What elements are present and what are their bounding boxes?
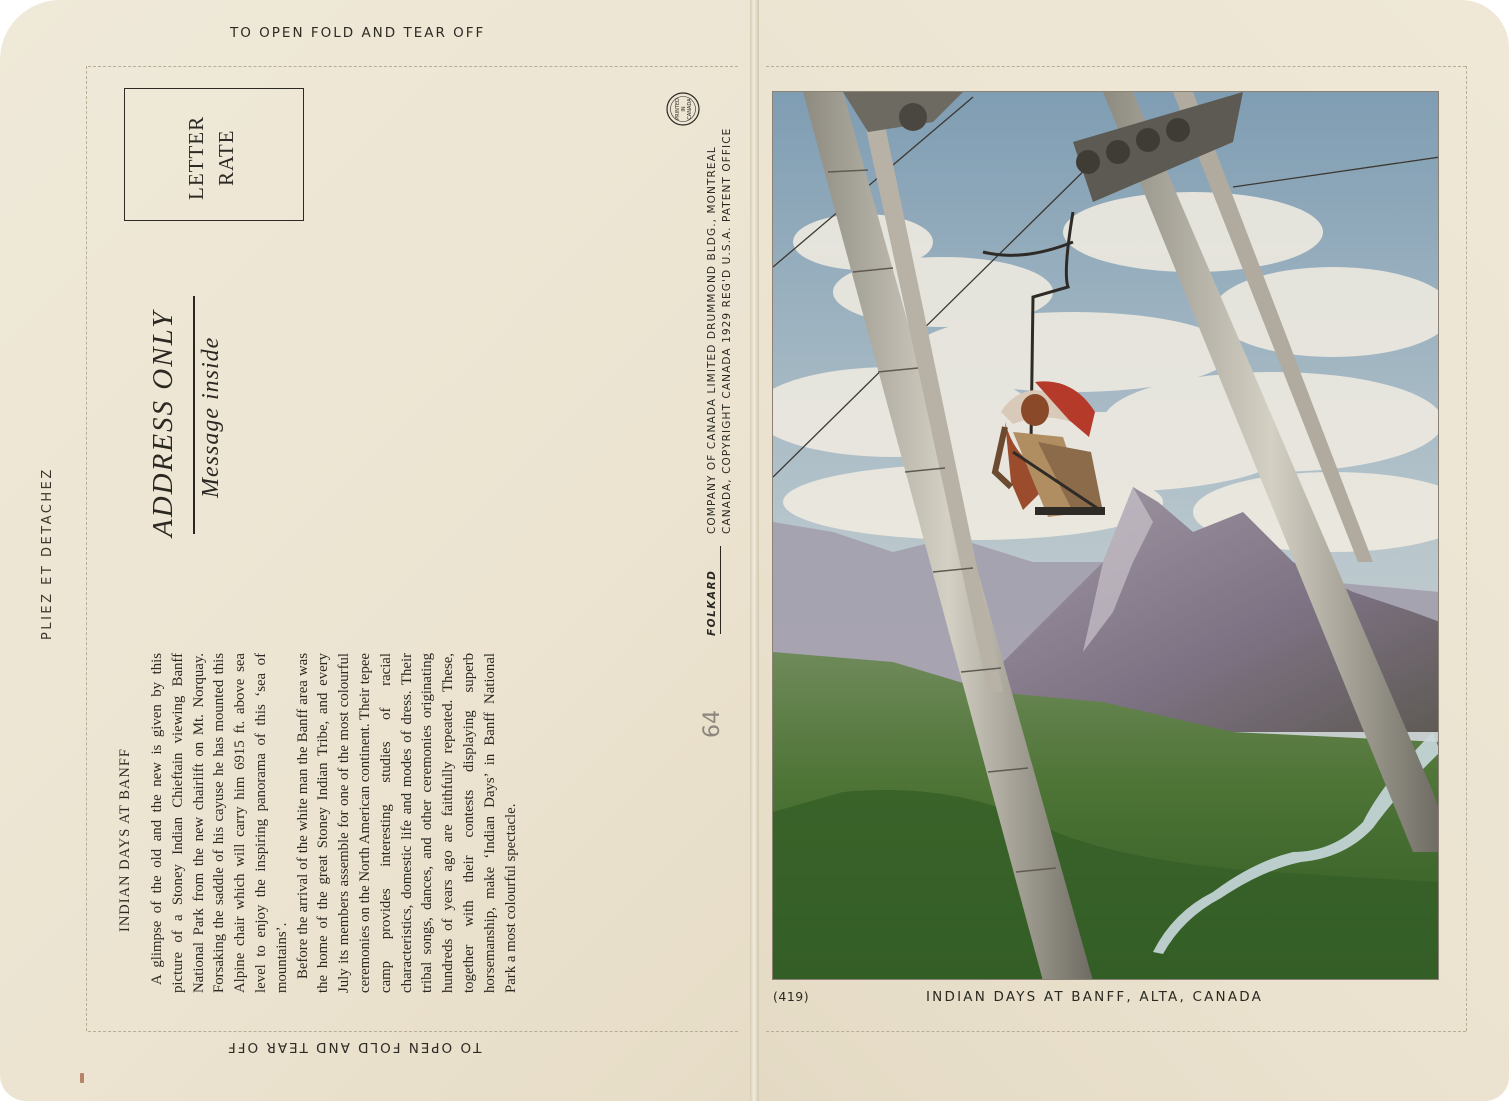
svg-text:PRINTED: PRINTED: [675, 98, 681, 120]
ink-smudge: [78, 1072, 86, 1084]
perforation-line: [766, 1031, 1466, 1032]
svg-text:CANADA: CANADA: [687, 98, 693, 120]
article-title: INDIAN DAYS AT BANFF: [117, 748, 133, 932]
article-paragraph: A glimpse of the old and the new is given by this picture of a Stoney Indian Chieftain viewing Banff National Park from the new chairlift on Mt. Norquay. Forsaking the saddle of his cayuse he has mounted this Alpine chair which will carry him 6915 ft. above sea level to enjoy the inspiring panorama of this ‘sea of mountains’.: [149, 653, 290, 993]
publisher-line-2: CANADA, COPYRIGHT CANADA 1929 REG'D U.S.A. PATENT OFFICE: [720, 127, 733, 534]
address-underline: [193, 296, 195, 534]
brand-name: FOLKARD: [706, 569, 718, 636]
stamp-label: [181, 116, 241, 200]
brand-underline: [720, 546, 721, 634]
perforation-line: [88, 66, 738, 67]
svg-text:IN: IN: [681, 106, 687, 112]
publisher-imprint: [705, 128, 734, 534]
perforation-line: [766, 66, 1466, 67]
stamp-label-line2: RATE: [214, 129, 238, 186]
perforation-line: [88, 1031, 738, 1032]
printed-in-canada-seal-icon: [664, 90, 702, 128]
publisher-line-1: COMPANY OF CANADA LIMITED DRUMMOND BLDG., MONTREAL: [706, 146, 718, 534]
card-number: (419): [773, 989, 810, 1004]
pencil-mark-text: 64: [700, 710, 725, 738]
article-body: [147, 653, 637, 993]
center-fold-crease: [750, 0, 759, 1101]
message-note: Message inside: [198, 336, 224, 498]
tear-instruction-bottom: TO OPEN FOLD AND TEAR OFF: [226, 1039, 482, 1055]
address-heading: ADDRESS ONLY: [147, 309, 179, 537]
perforation-line: [1466, 66, 1467, 1031]
article-paragraph: Before the arrival of the white man the Banff area was the home of the great Stoney Indian Tribe, and every July its members assemble for one of the most colourful ceremonies on the North American continent. Their tepee camp provides interesting studies of racial characteristics, domestic life and modes of dress. Their tribal songs, dances, and other ceremonies originating hundreds of years ago are faithfully repeated. These, together with their contests displaying superb horsemanship, make ‘Indian Days’ in Banff National Park a most colourful spectacle.: [294, 653, 519, 993]
stamp-label-line1: LETTER: [184, 115, 208, 200]
postcard-illustration: [772, 91, 1439, 980]
perforation-line: [86, 66, 87, 1031]
postcard-caption: INDIAN DAYS AT BANFF, ALTA, CANADA: [926, 989, 1264, 1005]
chairlift-scene: [773, 92, 1439, 980]
fold-instruction-french: PLIEZ ET DETACHEZ: [40, 467, 55, 640]
tear-instruction-top: TO OPEN FOLD AND TEAR OFF: [230, 25, 486, 41]
pencil-mark-64: [698, 706, 728, 742]
